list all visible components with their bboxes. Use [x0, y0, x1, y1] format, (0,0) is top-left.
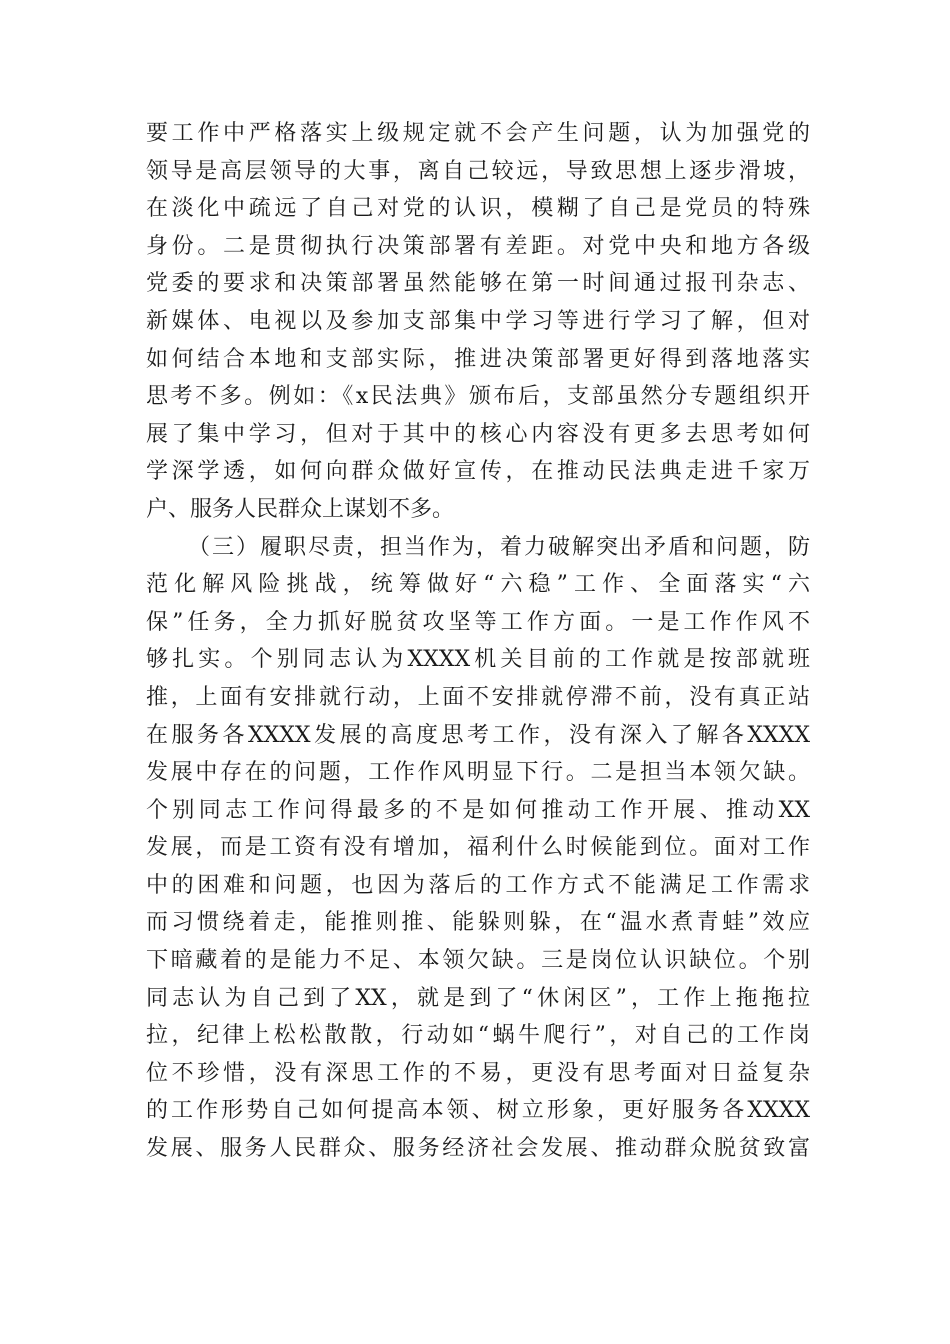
text-line: 在淡化中疏远了自己对党的认识，模糊了自己是党员的特殊 — [146, 196, 810, 222]
text-line: 身份。二是贯彻执行决策部署有差距。对党中央和地方各级 — [146, 233, 810, 259]
text-line: 同志认为自己到了XX，就是到了“休闲区”，工作上拖拖拉 — [146, 985, 810, 1011]
text-line: 范化解风险挑战，统筹做好“六稳”工作、全面落实“六 — [146, 572, 810, 598]
text-line: 思考不多。例如：《x民法典》颁布后，支部虽然分专题组织开 — [146, 384, 810, 410]
text-line: 个别同志工作问得最多的不是如何推动工作开展、推动XX — [146, 797, 810, 823]
text-line: 发展、服务人民群众、服务经济社会发展、推动群众脱贫致富 — [146, 1136, 810, 1162]
text-line: 下暗藏着的是能力不足、本领欠缺。三是岗位认识缺位。个别 — [146, 948, 810, 974]
text-line: 发展，而是工资有没有增加，福利什么时候能到位。面对工作 — [146, 835, 810, 861]
text-line: 学深学透，如何向群众做好宣传，在推动民法典走进千家万 — [146, 459, 810, 485]
text-line: 领导是高层领导的大事，离自己较远，导致思想上逐步滑坡， — [146, 158, 810, 184]
text-line: 在服务各XXXX发展的高度思考工作，没有深入了解各XXXX — [146, 722, 810, 748]
document-body — [146, 115, 810, 1168]
text-line: 要工作中严格落实上级规定就不会产生问题，认为加强党的 — [146, 121, 810, 146]
text-line: 的工作形势自己如何提高本领、树立形象，更好服务各XXXX — [146, 1098, 810, 1124]
text-line: 够扎实。个别同志认为XXXX机关目前的工作就是按部就班 — [146, 647, 810, 673]
text-line: 党委的要求和决策部署虽然能够在第一时间通过报刊杂志、 — [146, 271, 810, 297]
text-line: 保”任务，全力抓好脱贫攻坚等工作方面。一是工作作风不 — [146, 609, 810, 635]
text-line: 位不珍惜，没有深思工作的不易，更没有思考面对日益复杂 — [146, 1060, 810, 1086]
text-line: 如何结合本地和支部实际，推进决策部署更好得到落地落实 — [146, 346, 810, 372]
text-line: 而习惯绕着走，能推则推、能躲则躲，在“温水煮青蛙”效应 — [146, 910, 810, 936]
text-line: 推，上面有安排就行动，上面不安排就停滞不前，没有真正站 — [146, 684, 810, 710]
text-line: 新媒体、电视以及参加支部集中学习等进行学习了解，但对 — [146, 308, 810, 334]
section-heading-line: （三）履职尽责，担当作为，着力破解突出矛盾和问题，防 — [188, 534, 810, 560]
text-line: 发展中存在的问题，工作作风明显下行。二是担当本领欠缺。 — [146, 760, 810, 786]
text-line: 拉，纪律上松松散散，行动如“蜗牛爬行”，对自己的工作岗 — [146, 1023, 810, 1049]
text-line: 中的困难和问题，也因为落后的工作方式不能满足工作需求 — [146, 872, 810, 898]
text-line: 展了集中学习，但对于其中的核心内容没有更多去思考如何 — [146, 421, 810, 447]
paragraph-end-line: 户、服务人民群众上谋划不多。 — [146, 496, 455, 522]
